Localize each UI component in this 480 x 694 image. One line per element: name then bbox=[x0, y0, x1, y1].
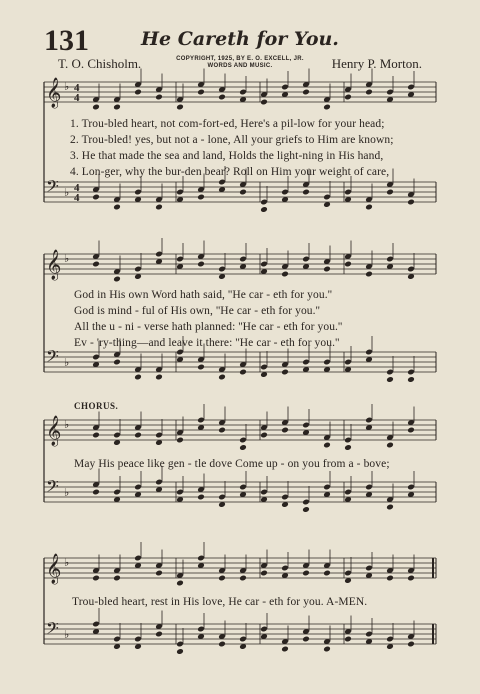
verse-3-line-2: All the u - ni - verse hath planned: ''He car - eth for you.'' bbox=[74, 321, 343, 333]
note-head bbox=[323, 646, 331, 653]
note-head bbox=[176, 648, 184, 655]
note-head bbox=[281, 271, 289, 278]
note-head bbox=[155, 631, 163, 638]
note-head bbox=[197, 194, 205, 201]
note-head bbox=[302, 506, 310, 513]
note-head bbox=[92, 194, 100, 201]
note-head bbox=[365, 204, 373, 211]
verse-2-line-1: 2. Trou-bled! yes, but not a - lone, All your griefs to Him are known; bbox=[70, 134, 394, 146]
note-head bbox=[407, 376, 415, 383]
note-head bbox=[260, 570, 268, 577]
note-head bbox=[218, 94, 226, 101]
note-head bbox=[407, 575, 415, 582]
note-head bbox=[113, 359, 121, 366]
flat-sign: ♭ bbox=[64, 80, 70, 93]
note-head bbox=[386, 189, 394, 196]
composer: Henry P. Morton. bbox=[331, 56, 422, 71]
note-head bbox=[239, 444, 247, 451]
note-head bbox=[344, 94, 352, 101]
bass-clef: 𝄢 bbox=[46, 476, 59, 500]
verse-1-line-1: 1. Trou-bled heart, not com-fort-ed, Here's a pil-low for your head; bbox=[70, 118, 385, 130]
chorus-line-2: Trou-bled heart, rest in His love, He car - eth for you. A-MEN. bbox=[72, 596, 368, 608]
note-head bbox=[281, 369, 289, 376]
note-head bbox=[365, 89, 373, 96]
note-head bbox=[344, 444, 352, 451]
note-head bbox=[239, 575, 247, 582]
note-head bbox=[302, 570, 310, 577]
note-head bbox=[344, 636, 352, 643]
note-head bbox=[407, 199, 415, 206]
note-head bbox=[386, 504, 394, 511]
copyright-line-1: COPYRIGHT, 1925, BY E. O. EXCELL, JR. bbox=[176, 56, 304, 62]
time-signature-bottom: 4 bbox=[74, 92, 80, 104]
note-head bbox=[197, 261, 205, 268]
note-head bbox=[113, 104, 121, 111]
note-head bbox=[302, 89, 310, 96]
note-head bbox=[386, 575, 394, 582]
note-head bbox=[218, 427, 226, 434]
note-head bbox=[113, 276, 121, 283]
hymn-title: He Careth for You. bbox=[141, 28, 339, 50]
verse-1-line-2: God in His own Word hath said, ''He car - eth for you.'' bbox=[74, 289, 333, 301]
note-head bbox=[155, 204, 163, 211]
note-head bbox=[239, 369, 247, 376]
verse-3-line-1: 3. He that made the sea and land, Holds the light-ning in His hand, bbox=[70, 150, 384, 162]
copyright-line-2: WORDS AND MUSIC. bbox=[207, 63, 273, 69]
hymn-number: 131 bbox=[44, 24, 89, 57]
note-head bbox=[176, 437, 184, 444]
treble-clef: 𝄞 bbox=[46, 250, 62, 280]
verse-4-line-1: 4. Lon-ger, why the bur-den bear? Roll on Him your weight of care, bbox=[70, 166, 390, 178]
note-head bbox=[260, 99, 268, 106]
note-head bbox=[323, 570, 331, 577]
note-head bbox=[344, 261, 352, 268]
note-head bbox=[197, 494, 205, 501]
note-head bbox=[260, 432, 268, 439]
note-head bbox=[197, 364, 205, 371]
note-head bbox=[134, 374, 142, 381]
flat-sign: ♭ bbox=[64, 356, 70, 369]
flat-sign: ♭ bbox=[64, 186, 70, 199]
note-head bbox=[197, 89, 205, 96]
flat-sign: ♭ bbox=[64, 556, 70, 569]
verse-4-line-2: Ev - 'ry-thing—and leave it there: ''He car - eth for you.'' bbox=[74, 337, 340, 349]
note-head bbox=[323, 442, 331, 449]
note-head bbox=[365, 271, 373, 278]
note-head bbox=[155, 94, 163, 101]
note-head bbox=[407, 641, 415, 648]
treble-clef: 𝄞 bbox=[46, 554, 62, 584]
note-head bbox=[134, 89, 142, 96]
note-head bbox=[302, 189, 310, 196]
flat-sign: ♭ bbox=[64, 628, 70, 641]
time-signature-top: 4 bbox=[74, 182, 80, 194]
bass-clef: 𝄢 bbox=[46, 176, 59, 200]
flat-sign: ♭ bbox=[64, 418, 70, 431]
note-head bbox=[281, 427, 289, 434]
treble-clef: 𝄞 bbox=[46, 416, 62, 446]
note-head bbox=[281, 646, 289, 653]
bass-clef: 𝄢 bbox=[46, 618, 59, 642]
note-head bbox=[407, 427, 415, 434]
time-signature-bottom: 4 bbox=[74, 192, 80, 204]
note-head bbox=[302, 636, 310, 643]
bass-clef: 𝄢 bbox=[46, 346, 59, 370]
note-head bbox=[113, 575, 121, 582]
chorus-line-1: May His peace like gen - tle dove Come up - on you from a - bove; bbox=[74, 458, 390, 470]
note-head bbox=[134, 432, 142, 439]
treble-clef: 𝄞 bbox=[46, 78, 62, 108]
flat-sign: ♭ bbox=[64, 486, 70, 499]
note-head bbox=[92, 104, 100, 111]
note-head bbox=[92, 489, 100, 496]
note-head bbox=[386, 376, 394, 383]
note-head bbox=[176, 580, 184, 587]
note-head bbox=[113, 204, 121, 211]
note-head bbox=[92, 261, 100, 268]
note-head bbox=[323, 266, 331, 273]
note-head bbox=[155, 570, 163, 577]
note-head bbox=[218, 641, 226, 648]
note-head bbox=[386, 442, 394, 449]
note-head bbox=[92, 575, 100, 582]
flat-sign: ♭ bbox=[64, 252, 70, 265]
note-head bbox=[218, 374, 226, 381]
note-head bbox=[92, 432, 100, 439]
verse-2-line-2: God is mind - ful of His own, ''He car - eth for you.'' bbox=[74, 305, 320, 317]
chorus-label: CHORUS. bbox=[74, 401, 119, 411]
time-signature-top: 4 bbox=[74, 82, 80, 94]
note-head bbox=[155, 374, 163, 381]
author: T. O. Chisholm. bbox=[58, 56, 142, 71]
note-head bbox=[239, 189, 247, 196]
note-head bbox=[176, 104, 184, 111]
note-head bbox=[260, 206, 268, 213]
note-head bbox=[323, 104, 331, 111]
note-head bbox=[218, 575, 226, 582]
